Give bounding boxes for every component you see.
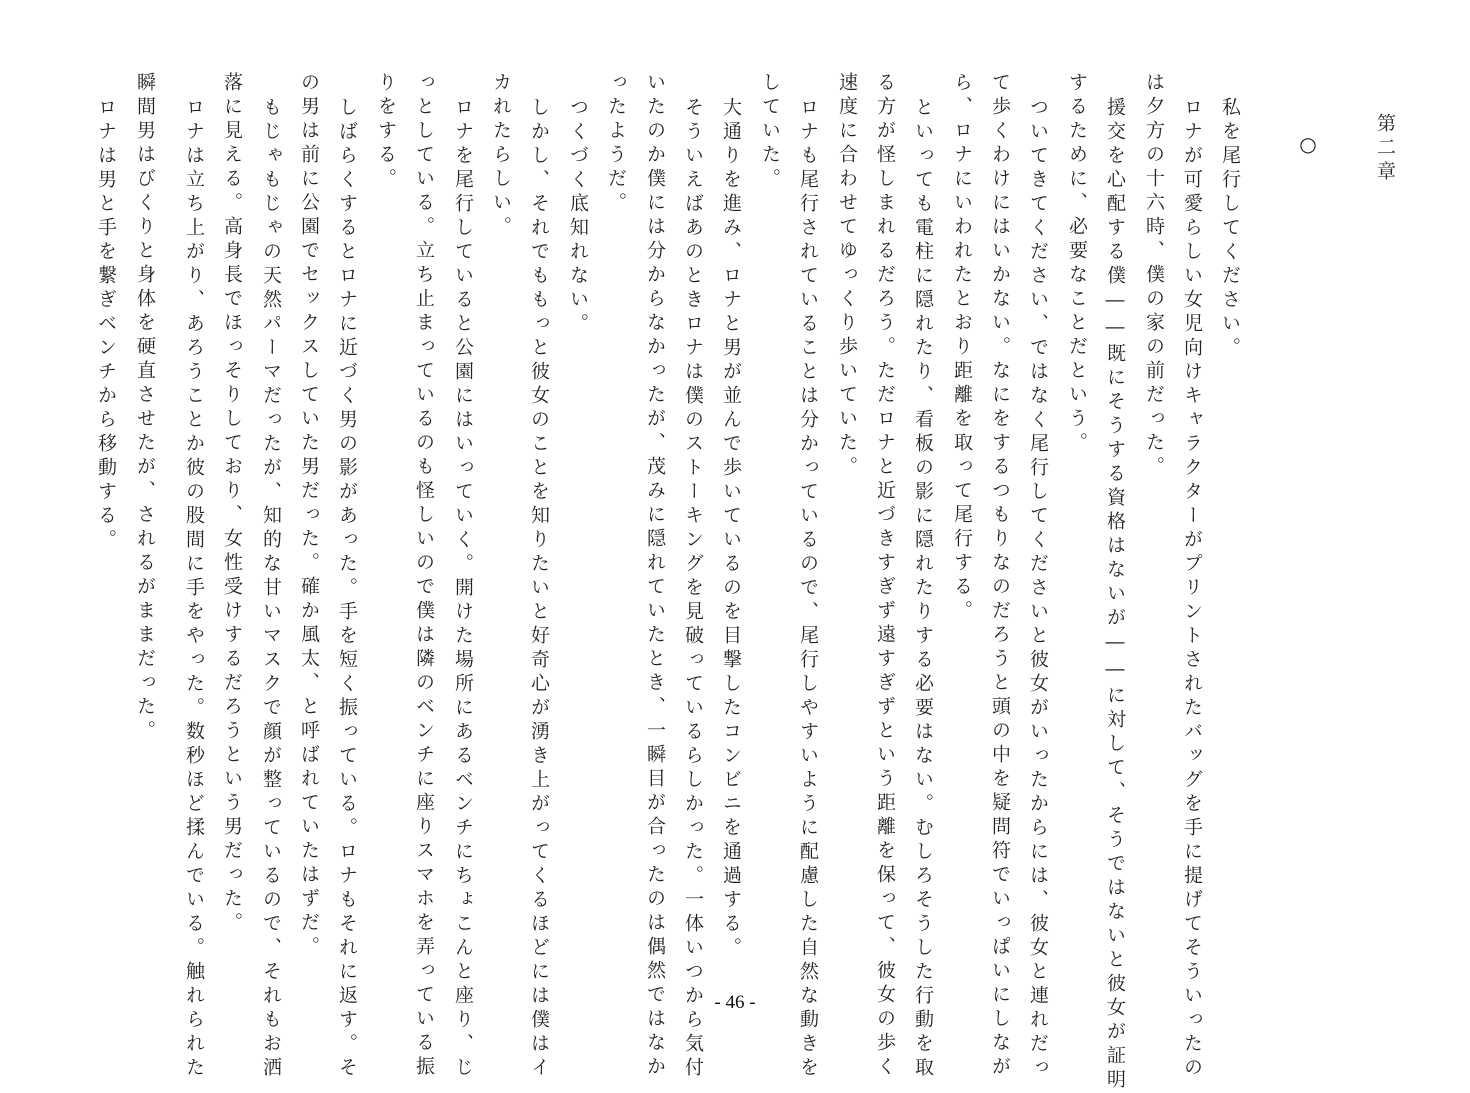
text-column-20: カれたらしい。	[490, 72, 512, 240]
text-column-3: は夕方の十六時、僕の家の前だった。	[1143, 72, 1165, 480]
text-column-5: するために、必要なことだという。	[1066, 72, 1088, 456]
text-column-9: といっても電柱に隠れたり、看板の影に隠れたりする必要はない。むしろそうした行動を取	[912, 97, 934, 1081]
text-column-25: の男は前に公園でセックスしていた男だった。確か風太、と呼ばれていたはずだ。	[298, 72, 320, 960]
text-column-12: ロナも尾行されていることは分かっているので、尾行しやすいように配慮した自然な動きを	[797, 97, 819, 1081]
text-column-10: る方が怪しまれるだろう。ただロナと近づきすぎず遠すぎずという距離を保って、彼女の歩く	[874, 72, 896, 1080]
text-column-17: ったようだ。	[605, 72, 627, 216]
section-mark: ○	[1296, 132, 1320, 161]
text-column-27: 落に見える。高身長でほっそりしており、女性受けするだろうという男だった。	[221, 72, 243, 936]
text-column-8: ら、ロナにいわれたとおり距離を取って尾行する。	[951, 72, 973, 624]
text-column-28: ロナは立ち上がり、あろうことか彼の股間に手をやった。数秒ほど揉んでいる。触れられた	[183, 97, 205, 1081]
text-column-13: していた。	[759, 72, 781, 192]
text-column-22: っとしている。立ち止まっているのも怪しいので僕は隣のベンチに座りスマホを弄っている振	[413, 72, 435, 1080]
text-column-18: つくづく底知れない。	[567, 97, 589, 337]
text-column-14: 大通りを進み、ロナと男が並んで歩いているのを目撃したコンビニを通過する。	[720, 97, 742, 961]
text-column-2: ロナが可愛らしい女児向けキャラクターがプリントされたバッグを手に提げてそういったの	[1181, 97, 1203, 1081]
text-column-6: ついてきてください、ではなく尾行してくださいと彼女がいったからには、彼女と連れだっ	[1027, 97, 1049, 1081]
chapter-title: 第二章	[1374, 113, 1396, 185]
text-column-26: もじゃもじゃの天然パーマだったが、知的な甘いマスクで顔が整っているので、それもお洒	[260, 97, 282, 1081]
text-column-21: ロナを尾行していると公園にはいっていく。開けた場所にあるベンチにちょこんと座り、じ	[452, 97, 474, 1081]
text-column-19: しかし、それでももっと彼女のことを知りたいと好奇心が湧き上がってくるほどには僕はイ	[528, 97, 550, 1081]
text-column-4: 援交を心配する僕――既にそうする資格はないが――に対して、そうではないと彼女が証明	[1104, 97, 1126, 1093]
text-column-16: いたのか僕には分からなかったが、茂みに隠れていたとき、一瞬目が合ったのは偶然ではなか	[644, 72, 666, 1080]
text-column-11: 速度に合わせてゆっくり歩いていた。	[836, 72, 858, 480]
text-column-23: りをする。	[375, 72, 397, 192]
text-column-24: しばらくするとロナに近づく男の影があった。手を短く振っている。ロナもそれに返す。そ	[336, 97, 358, 1081]
text-column-15: そういえばあのときロナは僕のストーキングを見破っているらしかった。一体いつから気付	[682, 97, 704, 1081]
text-column-1: 私を尾行してください。	[1219, 97, 1241, 361]
text-column-29: 瞬間男はびくりと身体を硬直させたが、されるがままだった。	[134, 72, 156, 744]
text-column-30: ロナは男と手を繋ぎベンチから移動する。	[95, 97, 117, 553]
text-column-7: て歩くわけにはいかない。なにをするつもりなのだろうと頭の中を疑問符でいっぱいにしなが	[989, 72, 1011, 1080]
page-number: - 46 -	[714, 992, 756, 1013]
